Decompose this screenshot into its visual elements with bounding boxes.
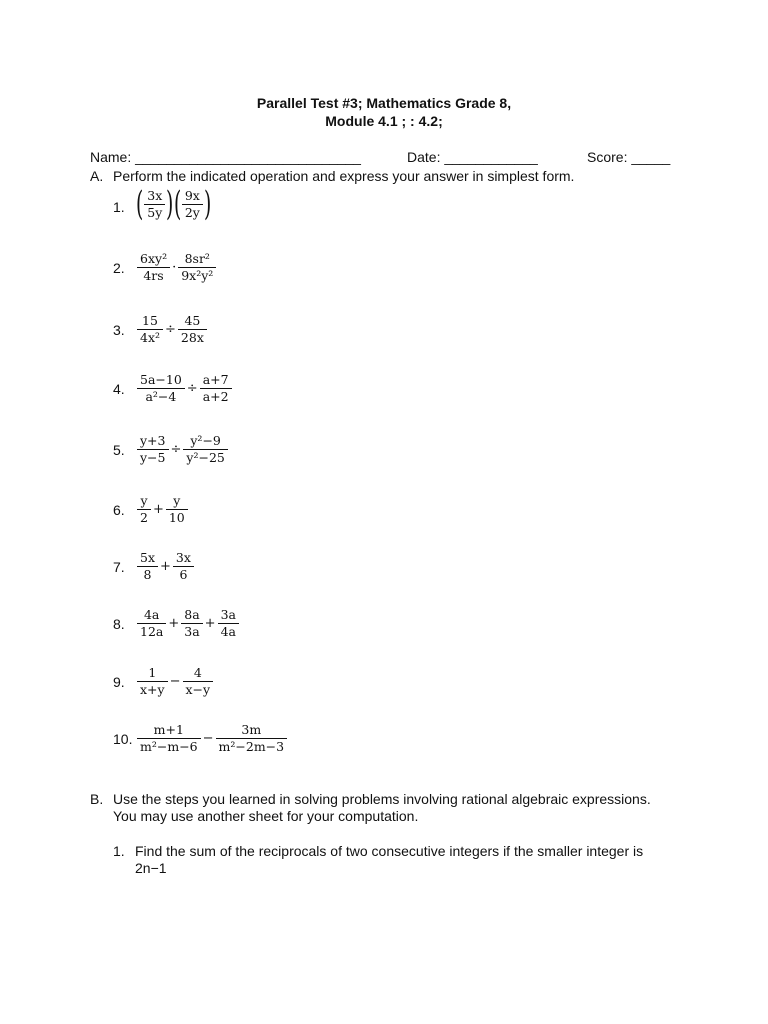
item-number: 5. bbox=[113, 442, 125, 458]
fraction: $\frac{5a-10}{\text{a²−4}}$ bbox=[137, 372, 185, 405]
math-expression bbox=[136, 665, 214, 698]
fraction: $\frac{3x}{5y}$ bbox=[144, 188, 165, 221]
name-field[interactable]: Name: _____________________________ bbox=[90, 149, 361, 165]
problem-text-line2: 2n−1 bbox=[135, 860, 167, 876]
section-b-letter: B. bbox=[90, 791, 104, 807]
fraction: $\frac{\text{6xy²}}{4rs}$ bbox=[137, 251, 170, 284]
math-expression bbox=[136, 251, 217, 284]
item-number: 2. bbox=[113, 260, 125, 276]
fraction: $\frac{y}{2}$ bbox=[137, 493, 151, 526]
math-expression bbox=[136, 607, 240, 640]
right-paren: ) bbox=[166, 184, 174, 224]
item-number: 10. bbox=[113, 731, 133, 747]
math-expression bbox=[136, 313, 208, 346]
fraction: $\frac{45}{28x}$ bbox=[178, 313, 207, 346]
fraction: $\frac{5x}{8}$ bbox=[137, 550, 158, 583]
date-field[interactable]: Date: ____________ bbox=[407, 149, 538, 165]
left-paren: ( bbox=[135, 184, 144, 224]
section-b-text-line2: You may use another sheet for your computation. bbox=[113, 808, 419, 824]
operator: − bbox=[202, 731, 214, 746]
left-paren: ( bbox=[173, 184, 181, 224]
math-expression bbox=[136, 493, 189, 526]
test-title: Parallel Test #3; Mathematics Grade 8, bbox=[256, 95, 512, 111]
fraction: $\frac{\text{y²−9}}{\text{y²−25}}$ bbox=[183, 433, 227, 466]
operator: + bbox=[152, 502, 164, 517]
operator: ÷ bbox=[170, 442, 182, 457]
right-paren: ) bbox=[203, 184, 212, 224]
section-b-instruction bbox=[90, 791, 651, 807]
section-b-text-line1: Use the steps you learned in solving problems involving rational algebraic expressions. bbox=[113, 791, 651, 807]
fraction: $\frac{4}{x-y}$ bbox=[183, 665, 214, 698]
operator: + bbox=[168, 616, 180, 631]
operator: · bbox=[172, 260, 177, 275]
operator: − bbox=[169, 674, 181, 689]
fraction: $\frac{m+1}{\text{m²−m−6}}$ bbox=[137, 722, 201, 755]
item-number: 1. bbox=[113, 199, 125, 215]
item-number: 4. bbox=[113, 381, 125, 397]
item-number: 8. bbox=[113, 616, 125, 632]
operator: ÷ bbox=[165, 322, 176, 337]
item-number: 3. bbox=[113, 322, 125, 338]
math-expression bbox=[136, 550, 195, 583]
score-field[interactable]: Score: _____ bbox=[587, 149, 671, 165]
math-expression bbox=[136, 722, 288, 755]
fraction: $\frac{3x}{6}$ bbox=[173, 550, 194, 583]
problem-number: 1. bbox=[113, 843, 125, 859]
section-a-text: Perform the indicated operation and express your answer in simplest form. bbox=[113, 168, 575, 184]
fraction: $\frac{\text{8sr²}}{\text{9x²y²}}$ bbox=[178, 251, 216, 284]
math-expression bbox=[136, 433, 229, 466]
module-subtitle: Module 4.1 ; : 4.2; bbox=[325, 113, 443, 129]
fraction: $\frac{y+3}{y-5}$ bbox=[137, 433, 169, 466]
operator: + bbox=[204, 616, 216, 631]
section-a-letter: A. bbox=[90, 168, 104, 184]
fraction: $\frac{4a}{12a}$ bbox=[137, 607, 166, 640]
item-number: 9. bbox=[113, 674, 125, 690]
fraction: $\frac{15}{\text{4x²}}$ bbox=[137, 313, 163, 346]
fraction: $\frac{1}{x+y}$ bbox=[137, 665, 168, 698]
item-number: 7. bbox=[113, 559, 125, 575]
fraction: $\frac{y}{10}$ bbox=[166, 493, 188, 526]
operator: + bbox=[160, 559, 171, 574]
math-expression bbox=[135, 184, 212, 224]
word-problem bbox=[113, 843, 643, 859]
operator: ÷ bbox=[186, 381, 198, 396]
fraction: $\frac{3m}{\text{m²−2m−3}}$ bbox=[216, 722, 288, 755]
fraction: $\frac{a+7}{a+2}$ bbox=[200, 372, 232, 405]
problem-text-line1: Find the sum of the reciprocals of two consecutive integers if the smaller integer is bbox=[135, 843, 644, 859]
fraction: $\frac{8a}{3a}$ bbox=[181, 607, 202, 640]
section-a-instruction bbox=[90, 168, 574, 184]
fraction: $\frac{3a}{4a}$ bbox=[218, 607, 239, 640]
math-expression bbox=[136, 372, 233, 405]
fraction: $\frac{9x}{2y}$ bbox=[182, 188, 203, 221]
item-number: 6. bbox=[113, 502, 125, 518]
